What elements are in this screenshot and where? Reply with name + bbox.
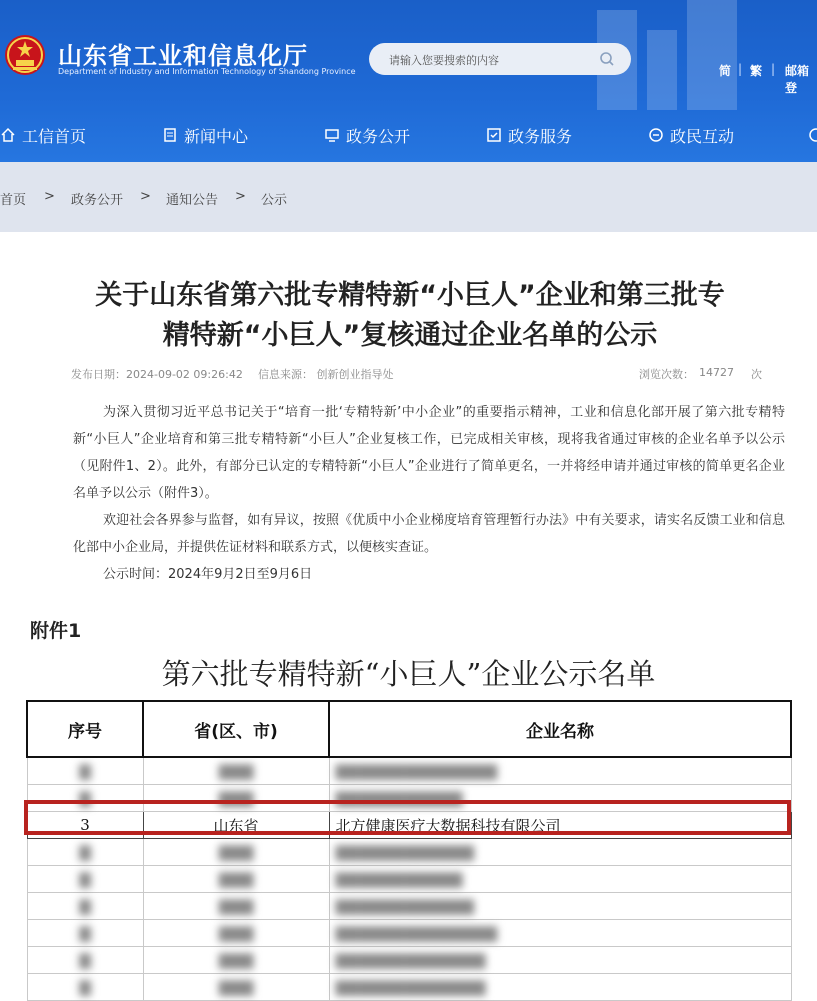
table-row-blurred: ▇ ▇▇▇ ▇▇▇▇▇▇▇▇▇▇▇▇	[27, 839, 791, 866]
nav-label: 工信首页	[22, 126, 87, 146]
nav-item-news[interactable]	[162, 124, 248, 146]
site-subtitle: Department of Industry and Information Technology of Shandong Province	[58, 67, 356, 76]
article-paragraph: 欢迎社会各界参与监督，如有异议，按照《优质中小企业梯度培育管理暂行办法》中有关要求，请实名反馈工业和信息化部中小企业局，并提供佐证材料和联系方式，以便核实查证。	[73, 513, 785, 555]
table-row-blurred: ▇ ▇▇▇ ▇▇▇▇▇▇▇▇▇▇▇▇▇▇	[27, 757, 791, 785]
attachment-title: 第六批专精特新“小巨人”企业公示名单	[161, 657, 656, 691]
info-source: 信息来源： 创新创业指导处	[258, 368, 394, 381]
publish-date: 发布日期：2024-09-02 09:26:42	[71, 368, 243, 381]
home-icon	[0, 127, 16, 143]
breadcrumb-separator: >	[235, 189, 246, 204]
search-box[interactable]	[369, 43, 631, 75]
nav-item-interaction[interactable]	[648, 124, 734, 146]
publicity-period: 公示时间：2024年9月2日至9月6日	[103, 567, 313, 582]
article-title-line2: 精特新“小巨人”复核通过企业名单的公示	[162, 320, 658, 351]
header-separator: |	[738, 62, 743, 76]
attachment-label: 附件1	[30, 620, 82, 642]
header-separator: |	[771, 62, 776, 76]
views-count: 14727	[699, 366, 734, 379]
nav-label: 政务服务	[508, 126, 573, 146]
table-row-blurred: ▇ ▇▇▇ ▇▇▇▇▇▇▇▇▇▇▇▇▇▇	[27, 920, 791, 947]
monitor-icon	[324, 127, 340, 143]
breadcrumb-separator: >	[44, 189, 55, 204]
table-row-blurred: ▇ ▇▇▇ ▇▇▇▇▇▇▇▇▇▇▇	[27, 785, 791, 812]
traditional-chinese-link[interactable]: 繁	[750, 64, 763, 78]
highlight-box	[24, 800, 791, 835]
article-title-line1: 关于山东省第六批专精特新“小巨人”企业和第三批专	[95, 280, 725, 311]
nav-item-services[interactable]	[486, 124, 572, 146]
table-row-blurred: ▇ ▇▇▇ ▇▇▇▇▇▇▇▇▇▇▇▇▇	[27, 947, 791, 974]
breadcrumb	[0, 162, 817, 232]
national-emblem-icon[interactable]	[4, 34, 46, 76]
main-nav	[0, 112, 817, 158]
table-row-blurred: ▇ ▇▇▇ ▇▇▇▇▇▇▇▇▇▇▇▇	[27, 893, 791, 920]
table-row-blurred: ▇ ▇▇▇ ▇▇▇▇▇▇▇▇▇▇▇	[27, 866, 791, 893]
chat-icon	[648, 127, 664, 143]
article-paragraph: 为深入贯彻习近平总书记关于“培育一批‘专精特新’中小企业”的重要指示精神，工业和信息化部开展了第六批专精特新“小巨人”企业培育和第三批专精特新“小巨人”企业复核工作，已完成相关审核，现将我省通过审核的企业名单予以公示（见附件1、2）。此外，有部分已认定的专精特新“小巨人”企业进行了简单更名，一并将经申请并通过审核的简单更名企业名单予以公示（附件3）。	[73, 405, 785, 501]
breadcrumb-home[interactable]: 首页	[0, 193, 27, 208]
nav-label: 政务公开	[346, 126, 411, 146]
more-icon	[808, 127, 817, 143]
row-company-name: 北方健康医疗大数据科技有限公司	[329, 812, 791, 839]
email-link[interactable]: 邮箱登	[785, 64, 810, 95]
service-icon	[486, 127, 502, 143]
search-input[interactable]	[387, 43, 591, 77]
search-icon[interactable]	[599, 51, 615, 67]
breadcrumb-separator: >	[140, 189, 151, 204]
company-list-table	[26, 700, 792, 1001]
nav-label: 政民互动	[670, 126, 735, 146]
article-title	[40, 276, 780, 356]
table-header-row	[27, 701, 791, 757]
views-unit: 次	[751, 368, 762, 381]
nav-item-more[interactable]	[808, 124, 817, 146]
site-title[interactable]: 山东省工业和信息化厅	[58, 42, 308, 70]
column-header-number: 序号	[27, 701, 143, 757]
breadcrumb-notices[interactable]: 通知公告	[166, 193, 219, 208]
row-province: 山东省	[143, 812, 329, 839]
document-icon	[162, 127, 178, 143]
views-label: 浏览次数：	[639, 368, 694, 381]
table-row-blurred: ▇ ▇▇▇ ▇▇▇▇▇▇▇▇▇▇▇▇▇	[27, 974, 791, 1001]
site-header	[0, 0, 817, 162]
nav-item-home[interactable]	[0, 124, 86, 146]
nav-label: 新闻中心	[184, 126, 249, 146]
row-number: 3	[27, 812, 143, 839]
nav-item-government-affairs[interactable]	[324, 124, 410, 146]
column-header-company: 企业名称	[329, 701, 791, 757]
article	[0, 232, 817, 602]
breadcrumb-government-affairs[interactable]: 政务公开	[71, 193, 124, 208]
breadcrumb-publicity[interactable]: 公示	[261, 193, 288, 208]
column-header-province: 省(区、市)	[143, 701, 329, 757]
simplified-chinese-link[interactable]: 简	[719, 64, 732, 78]
